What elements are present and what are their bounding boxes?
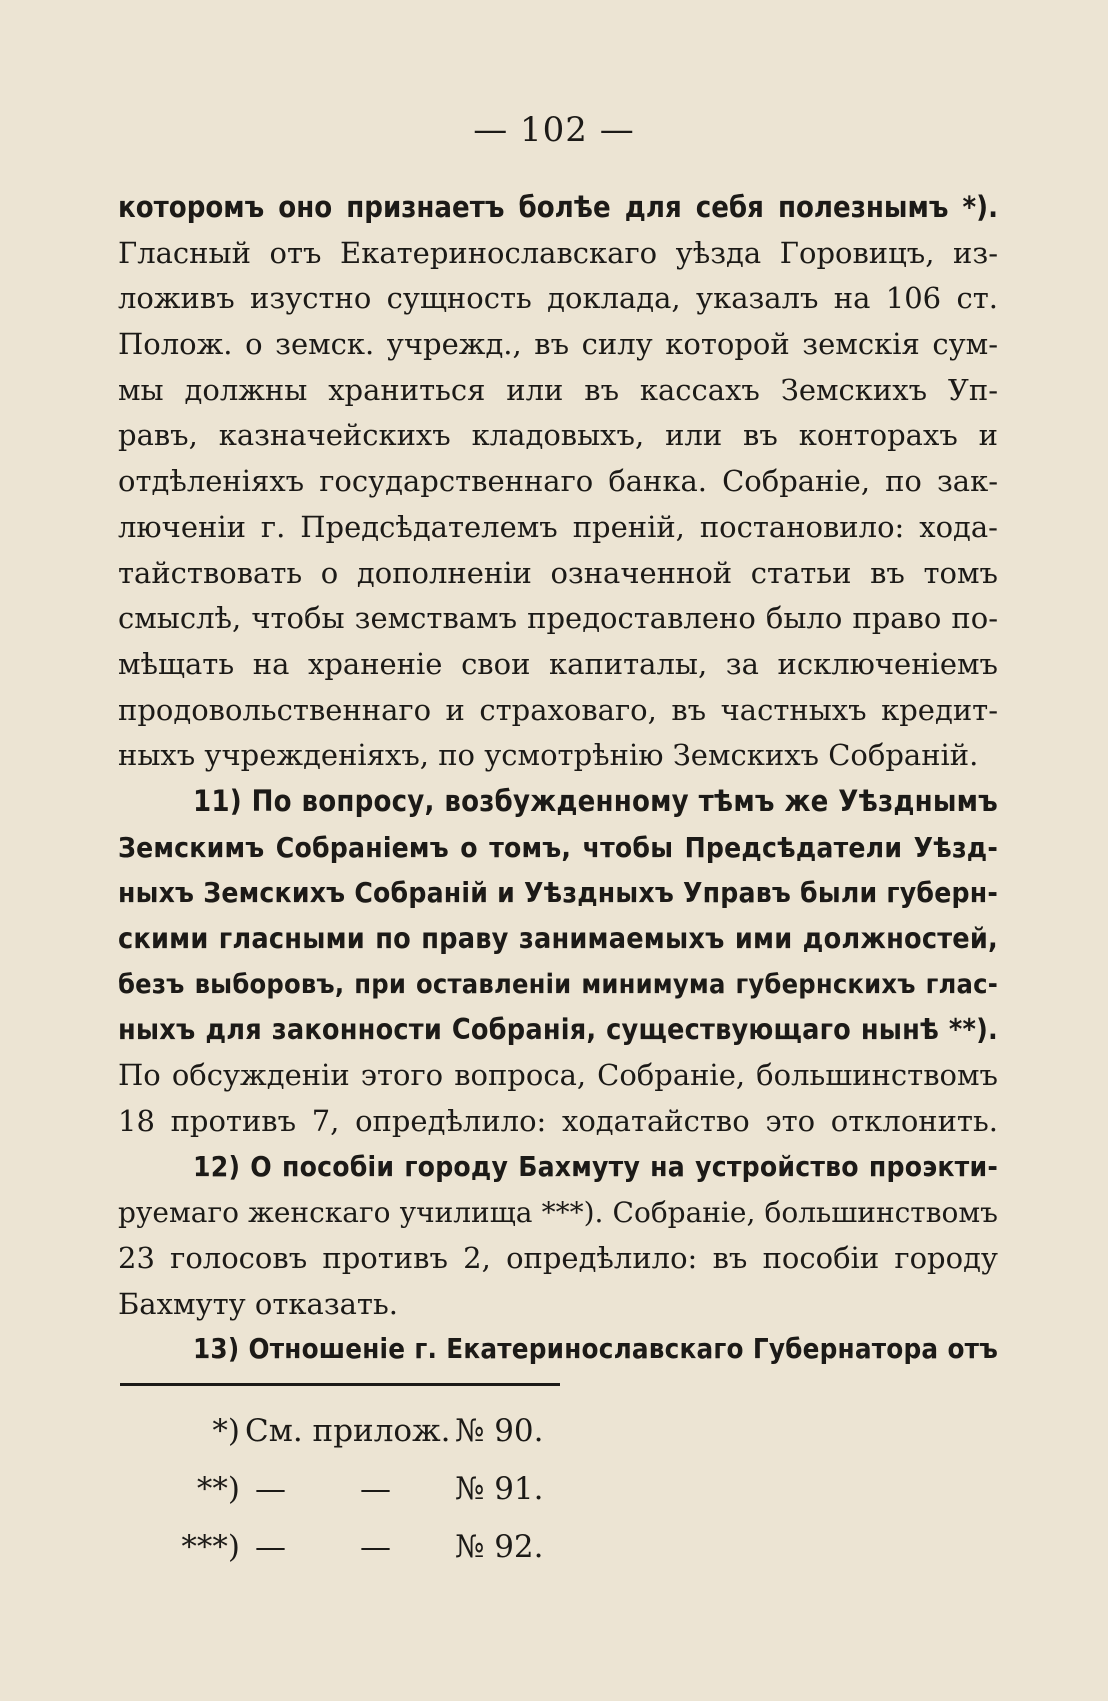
footnote-1 bbox=[150, 1402, 610, 1460]
text-line-11: мѣщать на храненіе свои капиталы, за исключеніемъ bbox=[118, 646, 998, 681]
footnote-mark: **) bbox=[196, 1471, 240, 1507]
page-number: — 102 — bbox=[473, 110, 635, 150]
body-text bbox=[118, 185, 998, 1373]
text-line-7: отдѣленіяхъ государственнаго банка. Собраніе, по зак- bbox=[118, 464, 998, 499]
text-line-16: ныхъ Земскихъ Собраній и Уѣздныхъ Управъ были губерн- bbox=[118, 876, 998, 910]
ditto-dash: — bbox=[255, 1471, 286, 1507]
text-line-22: 12) О пособіи городу Бахмуту на устройство проэкти- bbox=[193, 1150, 998, 1184]
text-line-8: люченіи г. Предсѣдателемъ преній, постановило: хода- bbox=[118, 509, 998, 544]
footnote-number: № 92. bbox=[455, 1529, 544, 1565]
text-line-18: безъ выборовъ, при оставленіи минимума губернскихъ глас- bbox=[118, 968, 998, 1000]
text-line-5: мы должны храниться или въ кассахъ Земскихъ Уп- bbox=[118, 372, 998, 407]
footnotes bbox=[150, 1402, 610, 1576]
text-line-9: тайствовать о дополненіи означенной статьи въ томъ bbox=[118, 555, 998, 590]
ditto-dash: — bbox=[255, 1529, 286, 1565]
text-line-1: которомъ оно признаетъ болѣе для себя полезнымъ *). bbox=[118, 190, 998, 224]
text-line-10: смыслѣ, чтобы земствамъ предоставлено было право по- bbox=[118, 601, 998, 636]
footnote-reference: См. прилож. bbox=[245, 1413, 451, 1449]
text-line-13: ныхъ учрежденіяхъ, по усмотрѣнію Земскихъ Собраній. bbox=[118, 738, 979, 773]
footnote-mark: *) bbox=[212, 1413, 240, 1449]
text-line-23: руемаго женскаго училища ***). Собраніе, большинствомъ bbox=[118, 1196, 998, 1230]
text-line-19: ныхъ для законности Собранія, существующаго нынѣ **). bbox=[118, 1013, 998, 1047]
footnote-2 bbox=[150, 1460, 610, 1518]
text-line-3: ложивъ изустно сущность доклада, указалъ на 106 ст. bbox=[118, 281, 998, 316]
text-line-17: скими гласными по праву занимаемыхъ ими должностей, bbox=[118, 922, 998, 955]
text-line-12: продовольственнаго и страховаго, въ частныхъ кредит- bbox=[118, 692, 998, 727]
footnote-number: № 91. bbox=[455, 1471, 544, 1507]
footnote-mark: ***) bbox=[181, 1529, 240, 1565]
footnote-divider bbox=[120, 1383, 560, 1386]
text-line-26: 13) Отношеніе г. Екатеринославскаго Губернатора отъ bbox=[193, 1333, 998, 1366]
text-line-21: 18 противъ 7, опредѣлило: ходатайство это отклонить. bbox=[118, 1103, 998, 1138]
text-line-20: По обсужденіи этого вопроса, Собраніе, большинствомъ bbox=[118, 1058, 998, 1093]
text-line-2: Гласный отъ Екатеринославскаго уѣзда Горовицъ, из- bbox=[118, 235, 998, 270]
footnote-number: № 90. bbox=[455, 1413, 544, 1449]
footnote-3 bbox=[150, 1518, 610, 1576]
text-line-4: Полож. о земск. учрежд., въ силу которой земскія сум- bbox=[118, 327, 998, 362]
text-line-24: 23 голосовъ противъ 2, опредѣлило: въ пособіи городу bbox=[118, 1240, 998, 1275]
text-line-6: равъ, казначейскихъ кладовыхъ, или въ конторахъ и bbox=[118, 418, 998, 453]
ditto-dash: — bbox=[360, 1471, 391, 1507]
text-line-15: Земскимъ Собраніемъ о томъ, чтобы Предсѣдатели Уѣзд- bbox=[118, 830, 998, 864]
ditto-dash: — bbox=[360, 1529, 391, 1565]
text-line-25: Бахмуту отказать. bbox=[118, 1286, 398, 1321]
text-line-14: 11) По вопросу, возбужденному тѣмъ же Уѣзднымъ bbox=[193, 783, 998, 818]
